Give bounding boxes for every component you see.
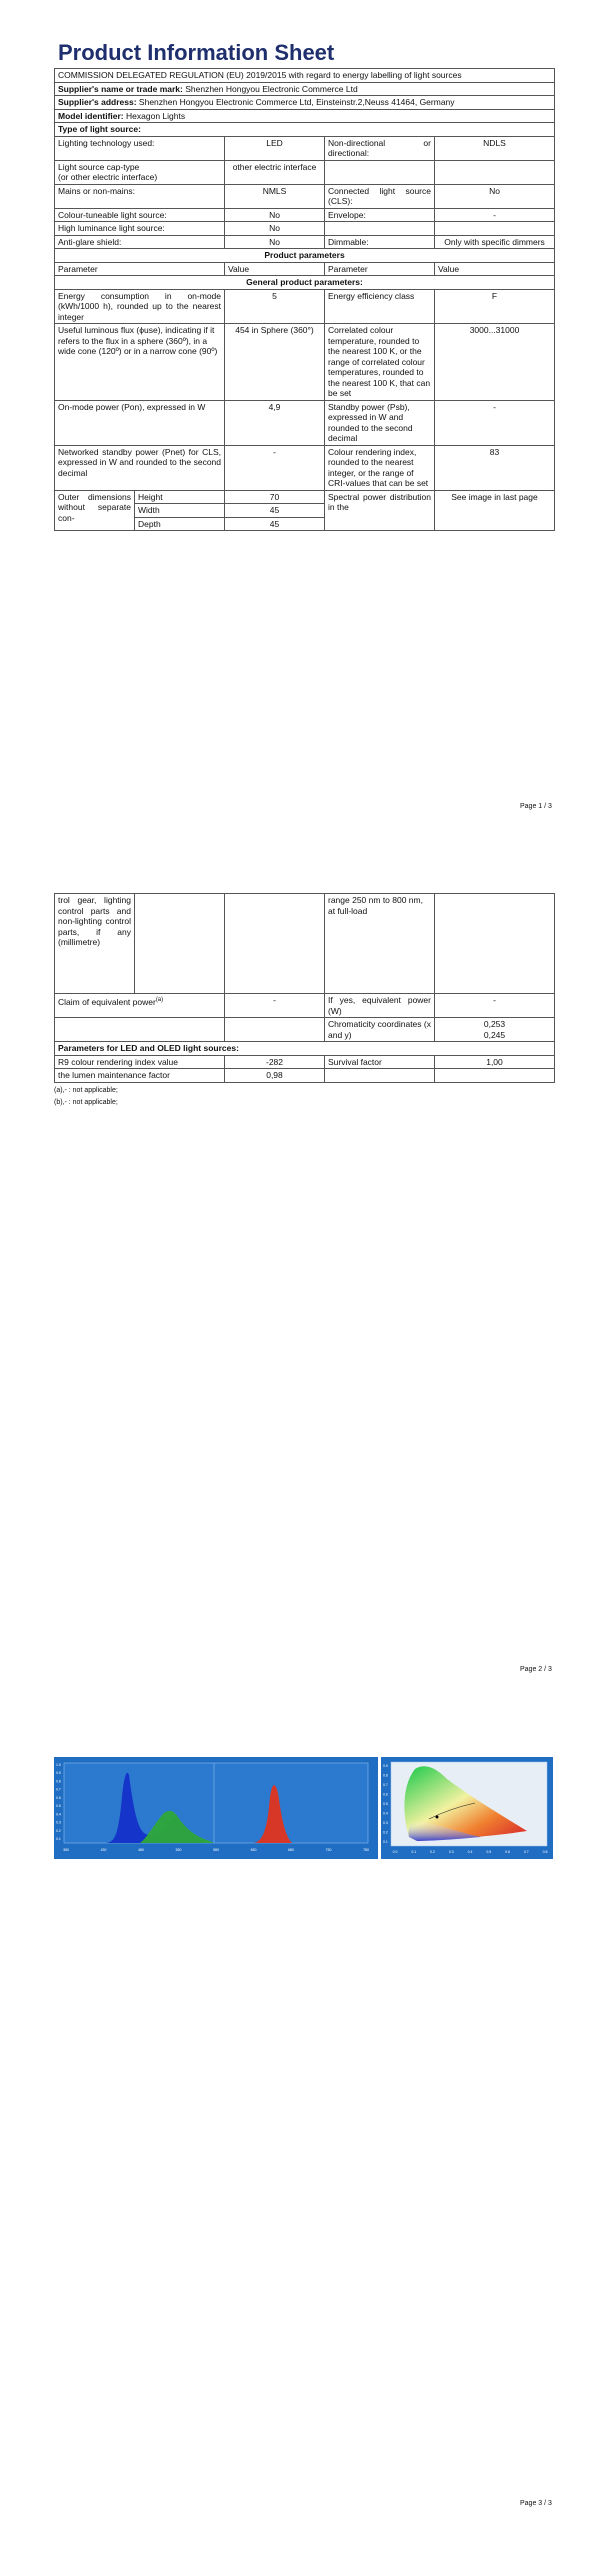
chromaticity-point xyxy=(436,1816,439,1819)
page-number-3: Page 3 / 3 xyxy=(520,2500,552,2507)
non-directional-label: Non-directional or directional: xyxy=(325,136,435,160)
col-value-2: Value xyxy=(435,262,555,276)
chromaticity-value xyxy=(435,1018,555,1042)
cie-y-tick-label: 0.6 xyxy=(383,1792,388,1797)
cri-value: 83 xyxy=(435,445,555,490)
cie-x-tick-label: 0.6 xyxy=(505,1850,510,1854)
envelope-value: - xyxy=(435,208,555,222)
cap-type-value: other electric interface xyxy=(225,160,325,184)
spectral-value: See image in last page xyxy=(435,490,555,531)
spectrum-x-tick-label: 480 xyxy=(138,1848,144,1852)
supplier-address-row xyxy=(55,96,555,110)
non-directional-value: NDLS xyxy=(435,136,555,160)
supplier-name: Shenzhen Hongyou Electronic Commerce Ltd xyxy=(185,83,358,94)
footnote-ref-a: (a) xyxy=(155,997,164,1003)
lighting-tech-label: Lighting technology used: xyxy=(55,136,225,160)
width-value: 45 xyxy=(225,504,325,518)
anti-glare-label: Anti-glare shield: xyxy=(55,235,225,249)
if-yes-value: - xyxy=(435,994,555,1018)
spectrum-y-tick-label: 0.3 xyxy=(56,1820,61,1825)
spectrum-x-tick-label: 580 xyxy=(213,1848,219,1852)
cls-label: Connected light source (CLS): xyxy=(325,184,435,208)
cct-value: 3000...31000 xyxy=(435,324,555,401)
cie-x-tick-label: 0.5 xyxy=(486,1850,492,1854)
envelope-label: Envelope: xyxy=(325,208,435,222)
equivalent-power-label xyxy=(55,994,225,1018)
spectrum-y-tick-label: 0.4 xyxy=(56,1812,61,1817)
r9-label: R9 colour rendering index value xyxy=(55,1055,225,1069)
cie-x-tick-label: 0.7 xyxy=(523,1850,529,1854)
depth-label: Depth xyxy=(135,517,225,531)
onmode-power-value: 4,9 xyxy=(225,400,325,445)
spectrum-x-tick-label: 630 xyxy=(250,1848,257,1852)
high-luminance-label: High luminance light source: xyxy=(55,222,225,236)
product-info-table-page2 xyxy=(54,893,554,1109)
cie-x-ticks xyxy=(393,1850,548,1854)
spectrum-y-tick-label: 1.0 xyxy=(56,1763,61,1767)
efficiency-class-label: Energy efficiency class xyxy=(325,289,435,324)
cie-x-tick-label: 0.3 xyxy=(448,1850,454,1854)
product-params-header: Product parameters xyxy=(55,249,555,263)
spectral-label-cont: range 250 nm to 800 nm, at full-load xyxy=(325,894,435,994)
outer-dimensions-label-cont: trol gear, lighting control parts and non-lighting control parts, if any (millimetre) xyxy=(55,894,135,994)
cie-x-tick-label: 0.4 xyxy=(467,1850,473,1854)
chromaticity-y: 0,245 xyxy=(483,1029,506,1040)
luminous-flux-label: Useful luminous flux (ϕuse), indicating if it refers to the flux in a sphere (360º), in a wide cone (120º) or in a narrow cone (90º) xyxy=(55,324,225,401)
page-number-2: Page 2 / 3 xyxy=(520,1666,552,1673)
lumen-maintenance-value: 0,98 xyxy=(225,1069,325,1083)
spectrum-y-tick-label: 0.2 xyxy=(56,1828,61,1833)
colour-tuneable-value: No xyxy=(225,208,325,222)
chromaticity-x: 0,253 xyxy=(483,1019,506,1029)
mains-label: Mains or non-mains: xyxy=(55,184,225,208)
height-label: Height xyxy=(135,490,225,504)
r9-value: -282 xyxy=(225,1055,325,1069)
cap-type-label xyxy=(55,160,225,184)
anti-glare-value: No xyxy=(225,235,325,249)
supplier-name-label: Supplier's name or trade mark: xyxy=(58,83,183,94)
cie-y-tick-label: 0.4 xyxy=(383,1811,388,1816)
cap-type-label-line2: (or other electric interface) xyxy=(58,172,158,182)
survival-value: 1,00 xyxy=(435,1055,555,1069)
spectrum-y-tick-label: 0.1 xyxy=(56,1837,61,1841)
cct-label: Correlated colour temperature, rounded to the nearest 100 K, or the range of correlated colour temperatures, rounded to the nearest 100 K, that can be set xyxy=(325,324,435,401)
supplier-address: Shenzhen Hongyou Electronic Commerce Ltd, Einsteinstr.2,Neuss 41464, Germany xyxy=(138,97,455,107)
energy-consumption-label: Energy consumption in on-mode (kWh/1000 h), rounded up to the nearest integer xyxy=(55,289,225,324)
model-row xyxy=(55,109,555,123)
cie-x-tick-label: 0.8 xyxy=(542,1850,548,1854)
depth-value: 45 xyxy=(225,517,325,531)
outer-dimensions-label: Outer dimensions without separate con- xyxy=(55,490,135,531)
cri-label: Colour rendering index, rounded to the nearest integer, or the range of CRI-values that can be set xyxy=(325,445,435,490)
efficiency-class-value: F xyxy=(435,289,555,324)
luminous-flux-value: 454 in Sphere (360°) xyxy=(225,324,325,401)
standby-power-value: - xyxy=(435,400,555,445)
page-title: Product Information Sheet xyxy=(58,40,335,65)
spectrum-y-tick-label: 0.7 xyxy=(56,1787,61,1792)
dimmable-value: Only with specific dimmers xyxy=(435,235,555,249)
supplier-name-row xyxy=(55,82,555,96)
spectrum-x-tick-label: 680 xyxy=(288,1848,294,1852)
model-label: Model identifier: xyxy=(58,110,124,121)
colour-tuneable-label: Colour-tuneable light source: xyxy=(55,208,225,222)
energy-consumption-value: 5 xyxy=(225,289,325,324)
spectrum-y-tick-label: 0.8 xyxy=(56,1779,61,1784)
width-label: Width xyxy=(135,504,225,518)
col-parameter-2: Parameter xyxy=(325,262,435,276)
regulation-text: COMMISSION DELEGATED REGULATION (EU) 2019/2015 with regard to energy labelling of light sources xyxy=(55,69,555,83)
cie-chromaticity-chart xyxy=(381,1757,553,1859)
networked-standby-label: Networked standby power (Pnet) for CLS, expressed in W and rounded to the second decimal xyxy=(55,445,225,490)
spectrum-y-tick-label: 0.6 xyxy=(56,1795,61,1800)
page-number-1: Page 1 / 3 xyxy=(520,803,552,810)
supplier-address-label: Supplier's address: xyxy=(58,97,137,107)
cie-y-tick-label: 0.8 xyxy=(383,1773,388,1778)
spectrum-x-tick-label: 430 xyxy=(100,1848,107,1852)
spectrum-x-tick-label: 730 xyxy=(325,1848,332,1852)
cie-y-tick-label: 0.3 xyxy=(383,1821,388,1825)
networked-standby-value: - xyxy=(225,445,325,490)
survival-label: Survival factor xyxy=(325,1055,435,1069)
equivalent-power-value: - xyxy=(225,994,325,1018)
cie-x-tick-label: 0.1 xyxy=(411,1850,417,1854)
lumen-maintenance-label: the lumen maintenance factor xyxy=(55,1069,225,1083)
cls-value: No xyxy=(435,184,555,208)
lighting-tech-value: LED xyxy=(225,136,325,160)
spectrum-y-tick-label: 0.5 xyxy=(56,1804,61,1809)
chromaticity-label: Chromaticity coordinates (x and y) xyxy=(325,1018,435,1042)
spectrum-x-tick-label: 780 xyxy=(363,1848,369,1852)
high-luminance-value: No xyxy=(225,222,325,236)
col-value-1: Value xyxy=(225,262,325,276)
spectrum-y-tick-label: 0.9 xyxy=(56,1771,61,1776)
col-parameter-1: Parameter xyxy=(55,262,225,276)
cie-y-tick-label: 0.9 xyxy=(383,1764,388,1768)
general-params-header: General product parameters: xyxy=(55,276,555,290)
if-yes-label: If yes, equivalent power (W) xyxy=(325,994,435,1018)
height-value: 70 xyxy=(225,490,325,504)
footnote-b: (b),- : not applicable; xyxy=(54,1098,118,1106)
cie-y-ticks xyxy=(383,1764,388,1844)
cie-x-tick-label: 0.2 xyxy=(430,1850,435,1854)
spectrum-chart xyxy=(54,1757,378,1859)
spectral-label: Spectral power distribution in the xyxy=(325,490,435,531)
spectrum-x-tick-label: 530 xyxy=(175,1848,182,1852)
spectrum-plot-area xyxy=(64,1763,368,1843)
model-identifier: Hexagon Lights xyxy=(126,110,186,121)
footnote-a: (a),- : not applicable; xyxy=(54,1086,118,1094)
cie-y-tick-label: 0.7 xyxy=(383,1783,388,1787)
spectrum-x-tick-label: 380 xyxy=(63,1848,69,1852)
cie-x-tick-label: 0.0 xyxy=(392,1850,398,1854)
equivalent-power-text: Claim of equivalent power xyxy=(58,996,156,1007)
cie-y-tick-label: 0.5 xyxy=(383,1802,388,1806)
product-info-table-page1 xyxy=(54,68,554,531)
onmode-power-label: On-mode power (Pon), expressed in W xyxy=(55,400,225,445)
cie-y-tick-label: 0.2 xyxy=(383,1830,388,1835)
cie-y-tick-label: 0.1 xyxy=(383,1840,388,1844)
standby-power-label: Standby power (Psb), expressed in W and rounded to the second decimal xyxy=(325,400,435,445)
cap-type-label-line1: Light source cap-type xyxy=(58,161,140,172)
type-header: Type of light source: xyxy=(55,123,555,137)
mains-value: NMLS xyxy=(225,184,325,208)
dimmable-label: Dimmable: xyxy=(325,235,435,249)
led-params-header: Parameters for LED and OLED light sources: xyxy=(55,1042,555,1056)
